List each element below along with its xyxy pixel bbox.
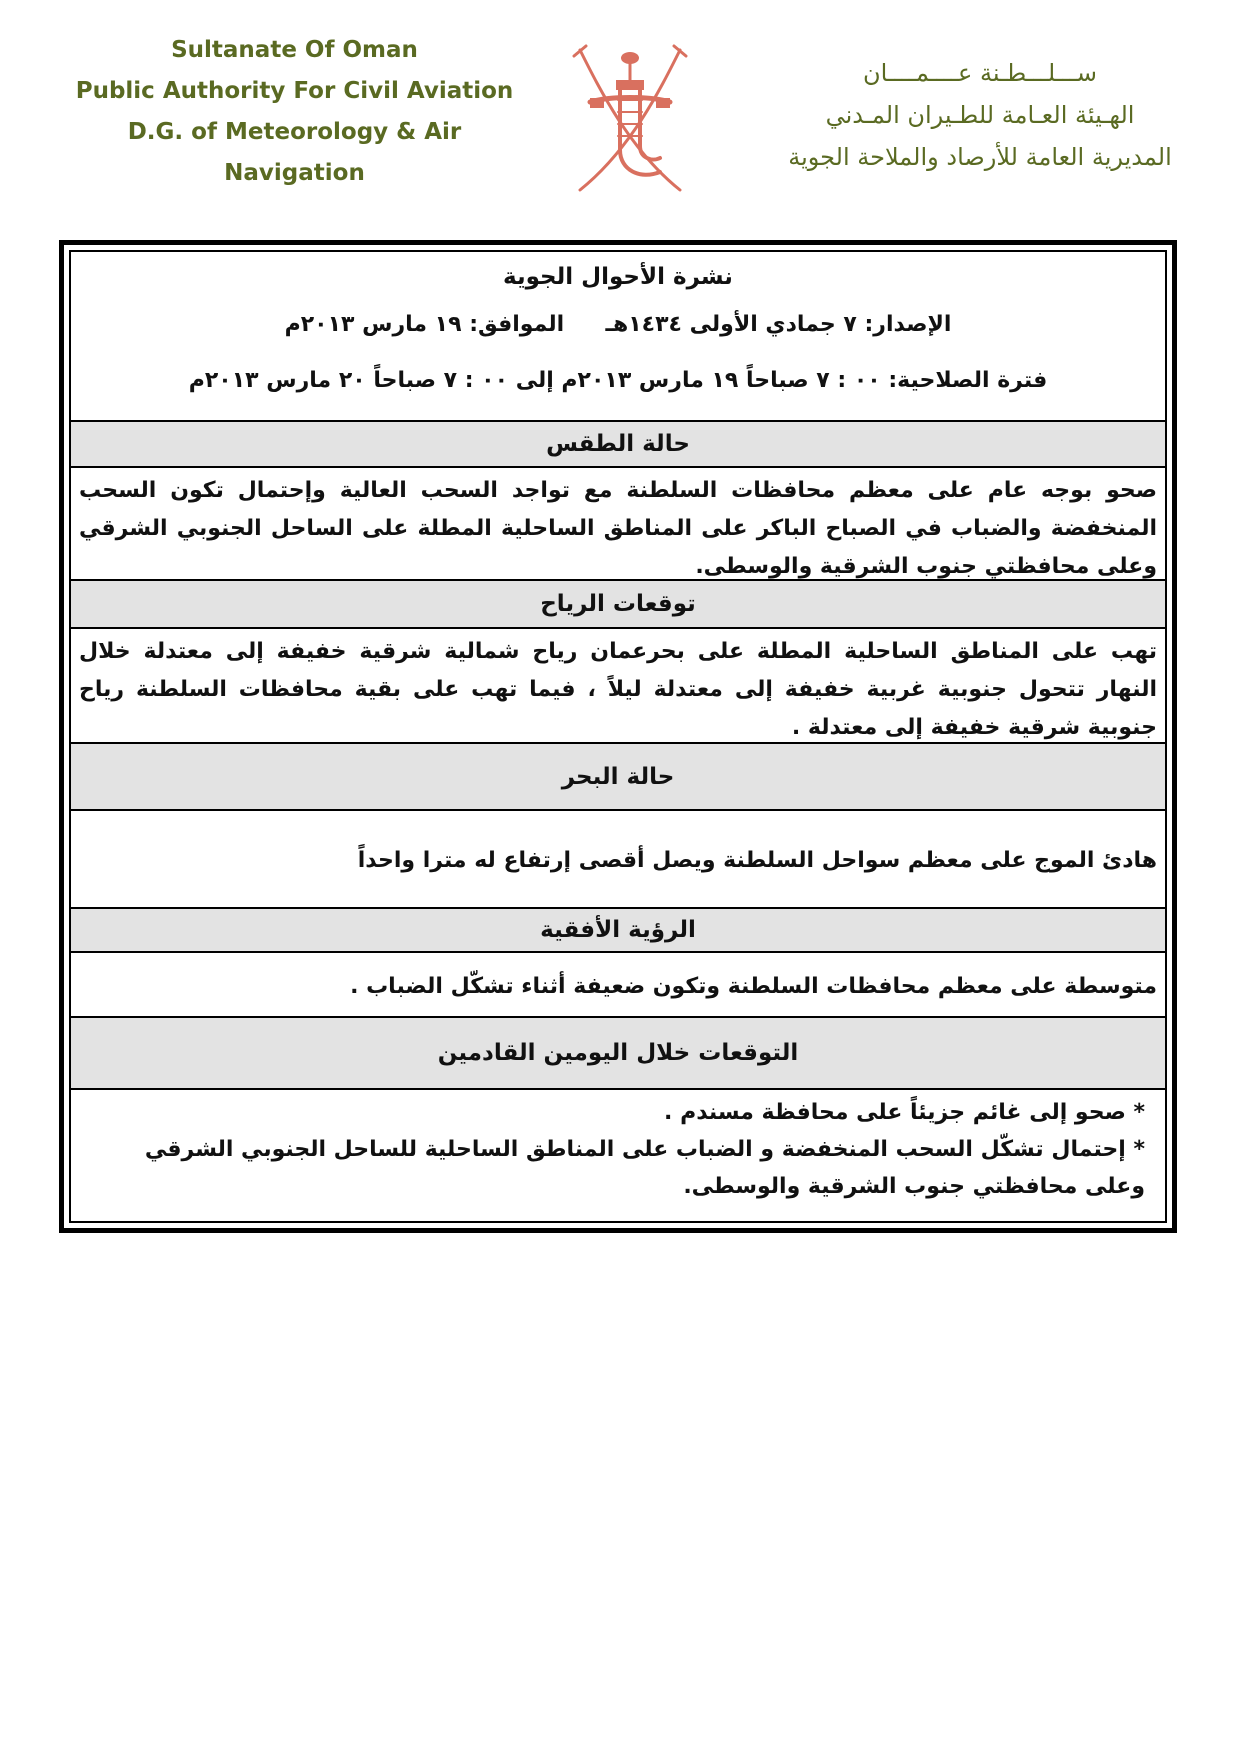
issue-label: الإصدار: (864, 312, 952, 337)
weather-text: صحو بوجه عام على معظم محافظات السلطنة مع تواجد السحب العالية وإحتمال تكون السحب المنخفضة والضباب في الصباح الباكر على المناطق الساحلية المطلة على الساحل الجنوبي الشرقي وعلى محافظتي جنوب الشرقية والوسطى. (71, 468, 1165, 581)
issue-greg-date: ١٩ مارس ٢٠١٣م (284, 312, 462, 337)
oman-emblem-icon (560, 40, 700, 200)
english-line-country: Sultanate Of Oman (171, 37, 418, 63)
sea-text: هادئ الموج على معظم سواحل السلطنة ويصل أقصى إرتفاع له مترا واحداً (71, 811, 1165, 909)
sea-heading: حالة البحر (71, 744, 1165, 811)
english-line-directorate: D.G. of Meteorology & Air (127, 119, 462, 145)
visibility-heading: الرؤية الأفقية (71, 909, 1165, 953)
issue-greg-label: الموافق: (469, 312, 565, 337)
arabic-line-authority: الهـيئة العـامة للطـيران المـدني (825, 101, 1135, 129)
bulletin-title-block (71, 252, 1165, 422)
english-header (52, 30, 537, 194)
issue-hijri-date: ٧ جمادي الأولى ١٤٣٤هـ (605, 312, 857, 337)
bulletin-table (69, 250, 1167, 1223)
english-line-authority: Public Authority For Civil Aviation (75, 78, 514, 104)
bulletin-title: نشرة الأحوال الجوية (503, 264, 733, 290)
arabic-header (745, 52, 1215, 178)
weather-heading: حالة الطقس (71, 422, 1165, 468)
winds-text: تهب على المناطق الساحلية المطلة على بحرعمان رياح شمالية شرقية خفيفة إلى معتدلة خلال النهار تتحول جنوبية غربية خفيفة إلى معتدلة ليلاً ، فيما تهب على بقية محافظات السلطنة رياح جنوبية شرقية خفيفة إلى معتدلة . (71, 629, 1165, 744)
english-line-navigation: Navigation (224, 160, 365, 186)
issue-date-line (71, 308, 1165, 342)
visibility-text: متوسطة على معظم محافظات السلطنة وتكون ضعيفة أثناء تشكّل الضباب . (71, 953, 1165, 1018)
outlook-item: * إحتمال تشكّل السحب المنخفضة و الضباب على المناطق الساحلية للساحل الجنوبي الشرقي وعلى محافظتي جنوب الشرقية والوسطى. (144, 1137, 1145, 1199)
winds-heading: توقعات الرياح (71, 581, 1165, 629)
arabic-line-country: ســـلـــطـنة عــــمــــان (862, 59, 1098, 87)
arabic-line-directorate: المديرية العامة للأرصاد والملاحة الجوية (788, 143, 1172, 171)
outlook-heading: التوقعات خلال اليومين القادمين (71, 1018, 1165, 1090)
outlook-item: * صحو إلى غائم جزيئاً على محافظة مسندم . (664, 1100, 1145, 1125)
outlook-list (71, 1090, 1165, 1221)
bulletin-frame (59, 240, 1177, 1233)
validity-period: فترة الصلاحية: ٠٠ : ٧ صباحاً ١٩ مارس ٢٠١٣م إلى ٠٠ : ٧ صباحاً ٢٠ مارس ٢٠١٣م (188, 368, 1048, 393)
